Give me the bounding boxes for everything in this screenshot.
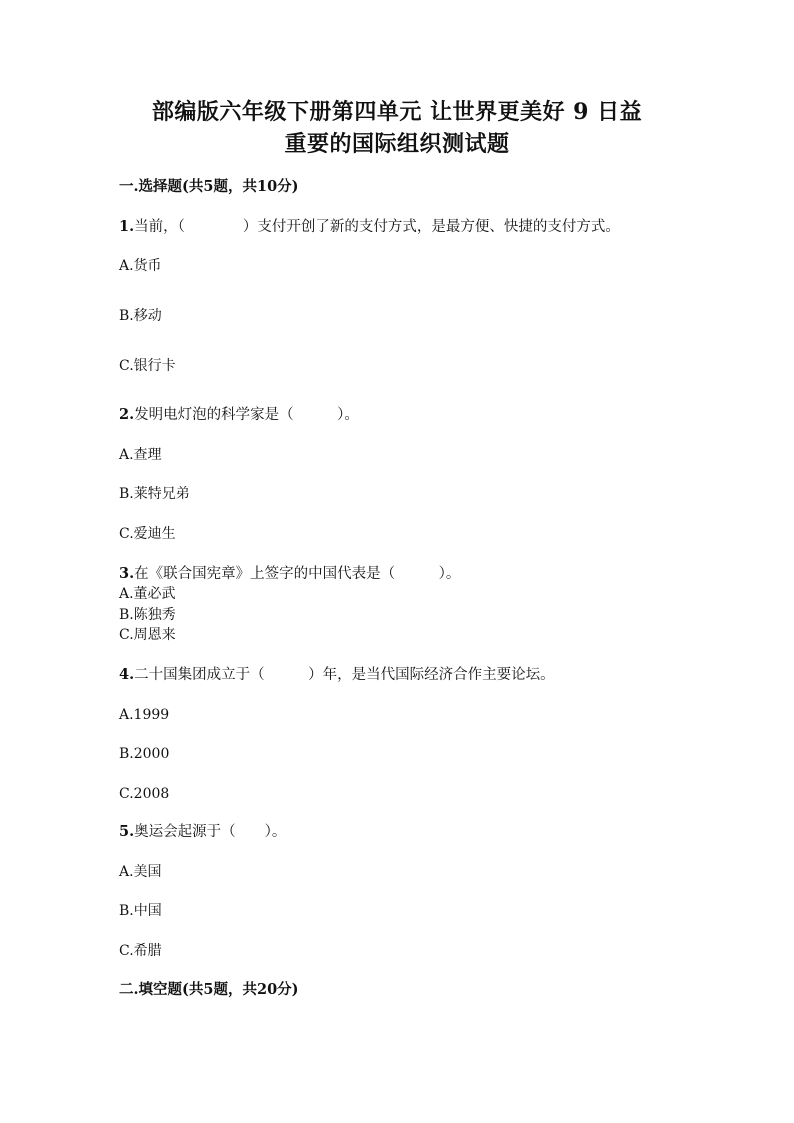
question-3-option-b: B.陈独秀: [119, 607, 176, 623]
question-text: 二十国集团成立于（ ）年，是当代国际经济合作主要论坛。: [134, 667, 555, 683]
question-1-option-a: A.货币: [119, 258, 162, 274]
question-number: 5.: [119, 823, 135, 840]
question-4-option-b: B.2000: [119, 746, 170, 762]
question-2: [119, 405, 359, 425]
question-1-option-b: B.移动: [119, 308, 162, 324]
question-number: 4.: [119, 666, 135, 683]
document-title-line-1: 部编版六年级下册第四单元 让世界更美好 9 日益: [151, 99, 643, 125]
section-heading-fill-in: 二.填空题(共5题，共20分): [119, 981, 299, 998]
section-heading-choice: 一.选择题(共5题，共10分): [119, 178, 299, 195]
question-2-option-a: A.查理: [119, 447, 162, 463]
question-text: 在《联合国宪章》上签字的中国代表是（ ）。: [134, 566, 461, 582]
question-number: 3.: [119, 565, 135, 582]
question-3: [119, 564, 460, 584]
question-4: [119, 665, 555, 685]
question-1-option-c: C.银行卡: [119, 358, 176, 374]
question-2-option-c: C.爱迪生: [119, 526, 176, 542]
question-3-option-a: A.董必武: [119, 586, 176, 602]
question-5-option-b: B.中国: [119, 903, 162, 919]
question-text: 奥运会起源于（ ）。: [134, 824, 287, 840]
question-5-option-c: C.希腊: [119, 943, 162, 959]
question-4-option-c: C.2008: [119, 786, 170, 802]
question-3-option-c: C.周恩来: [119, 627, 176, 643]
question-number: 1.: [119, 218, 135, 235]
question-2-option-b: B.莱特兄弟: [119, 486, 190, 502]
question-1: [119, 217, 620, 237]
question-number: 2.: [119, 406, 135, 423]
question-text: 发明电灯泡的科学家是（ ）。: [134, 407, 359, 423]
question-5-option-a: A.美国: [119, 864, 162, 880]
document-title-line-2: 重要的国际组织测试题: [284, 131, 510, 157]
question-text: 当前，（ ）支付开创了新的支付方式，是最方便、快捷的支付方式。: [134, 219, 620, 235]
question-5: [119, 822, 286, 842]
question-4-option-a: A.1999: [119, 707, 170, 723]
